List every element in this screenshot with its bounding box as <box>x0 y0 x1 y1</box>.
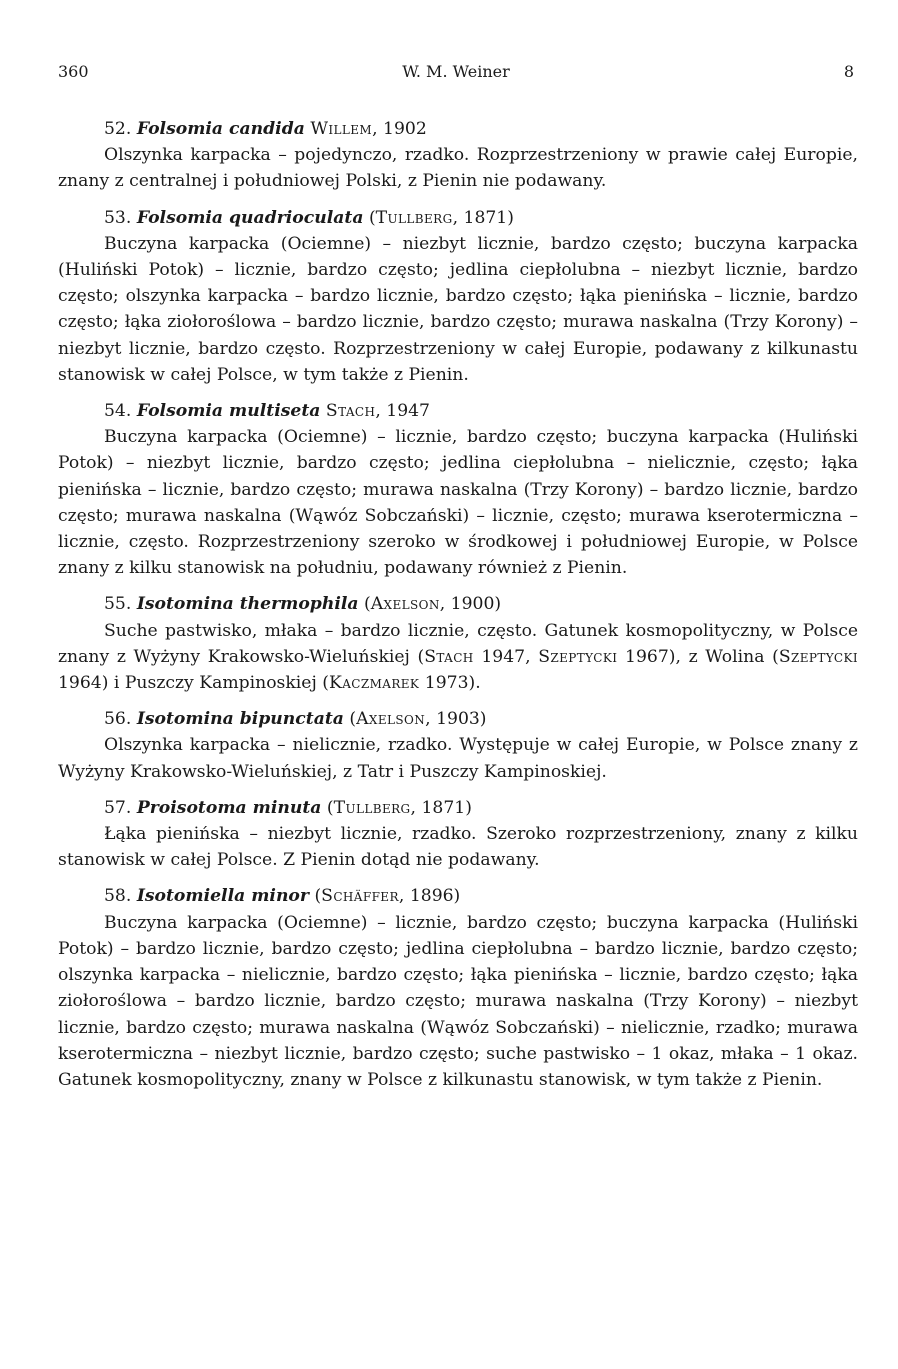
species-author: Axelson <box>356 709 426 730</box>
open-paren: ( <box>368 207 376 228</box>
species-entry-53 <box>58 205 858 388</box>
entry-number: 55. <box>104 594 132 615</box>
species-name: Isotomiella minor <box>136 886 309 907</box>
entry-text: Olszynka karpacka – nielicznie, rzadko. Występuje w całej Europie, w Polsce znany z Wyżyny Krakowsko-Wieluńskiej, z Tatr i Puszczy Kampinoskiej. <box>58 735 858 782</box>
text-part: 1964) i Puszczy Kampinoskiej ( <box>58 673 329 694</box>
entry-heading <box>58 591 858 617</box>
entry-text: Buczyna karpacka (Ociemne) – licznie, bardzo często; buczyna karpacka (Huliński Potok) – bardzo licznie, bardzo często; jedlina ciepłolubna – bardzo licznie, bardzo często; olszynka karpacka – nielicznie, bardzo często; łąka pienińska – licznie, bardzo często; łąka ziołoroślowa – bardzo licznie, bardzo często; murawa naskalna (Trzy Korony) – niezbyt licznie, bardzo często; murawa naskalna (Wąwóz Sobczański) – nielicznie, rzadko; murawa kserotermiczna – niezbyt licznie, bardzo często; suche pastwisko – 1 okaz, młaka – 1 okaz. Gatunek kosmopolityczny, znany w Polsce z kilkunastu stanowisk, w tym także z Pienin. <box>58 912 858 1090</box>
species-author: Stach <box>325 401 376 422</box>
page-number: 360 <box>58 62 89 81</box>
entry-heading <box>58 205 858 231</box>
species-name: Folsomia multiseta <box>136 401 321 422</box>
species-entry-52 <box>58 116 858 195</box>
cited-author: Szeptycki <box>778 646 858 667</box>
species-year: , 1900) <box>439 594 502 615</box>
entry-heading <box>58 795 858 821</box>
cited-author: Szeptycki <box>538 646 618 667</box>
species-author: Willem <box>310 119 373 139</box>
entry-number: 53. <box>104 207 132 228</box>
species-name: Folsomia candida <box>136 119 305 139</box>
entry-number: 54. <box>104 401 132 422</box>
open-paren: ( <box>314 886 322 907</box>
species-name: Folsomia quadrioculata <box>136 207 364 228</box>
species-entry-57 <box>58 795 858 874</box>
species-author: Schäffer <box>321 886 399 907</box>
species-year: , 1902 <box>372 119 427 139</box>
entry-heading <box>58 116 858 142</box>
species-entry-55 <box>58 591 858 696</box>
entry-text <box>58 618 858 697</box>
species-year: , 1896) <box>398 886 461 907</box>
open-paren: ( <box>349 709 357 730</box>
species-entry-56 <box>58 706 858 785</box>
cited-author: Stach <box>424 646 474 667</box>
entry-text: Buczyna karpacka (Ociemne) – licznie, bardzo często; buczyna karpacka (Huliński Potok) – niezbyt licznie, bardzo często; jedlina ciepłolubna – nielicznie, często; łąka pienińska – licznie, bardzo często; murawa naskalna (Trzy Korony) – bardzo licznie, bardzo często; murawa naskalna (Wąwóz Sobczański) – licznie, często; murawa kserotermiczna – licznie, często. Rozprzestrzeniony szeroko w środkowej i południowej Europie, w Polsce znany z kilku stanowisk na południu, podawany również z Pienin. <box>58 427 858 579</box>
species-author: Axelson <box>370 594 440 615</box>
species-author: Tullberg <box>375 207 453 228</box>
entry-text: Buczyna karpacka (Ociemne) – niezbyt licznie, bardzo często; buczyna karpacka (Huliński Potok) – licznie, bardzo często; jedlina ciepłolubna – niezbyt licznie, bardzo często; olszynka karpacka – bardzo licznie, bardzo często; łąka pienińska – licznie, bardzo często; łąka ziołoroślowa – bardzo licznie, bardzo często; murawa naskalna (Trzy Korony) – niezbyt licznie, bardzo często. Rozprzestrzeniony w całej Europie, podawany z kilkunastu stanowisk w całej Polsce, w tym także z Pienin. <box>58 233 858 385</box>
issue-number: 8 <box>843 62 854 81</box>
entry-text: Olszynka karpacka – pojedynczo, rzadko. Rozprzestrzeniony w prawie całej Europie, znany z centralnej i południowej Polski, z Pienin nie podawany. <box>58 145 858 192</box>
entry-number: 58. <box>104 886 132 907</box>
text-part: 1947, <box>473 646 539 667</box>
species-entry-58 <box>58 883 858 1093</box>
entry-text: Łąka pienińska – niezbyt licznie, rzadko. Szeroko rozprzestrzeniony, znany z kilku stanowisk w całej Polsce. Z Pienin dotąd nie podawany. <box>58 824 858 871</box>
species-name: Isotomina thermophila <box>136 594 359 615</box>
entry-number: 52. <box>104 119 132 139</box>
text-part: 1973). <box>419 673 481 694</box>
species-year: , 1947 <box>375 401 430 422</box>
entry-heading <box>58 398 858 424</box>
species-name: Isotomina bipunctata <box>136 709 344 730</box>
species-year: , 1903) <box>425 709 487 730</box>
open-paren: ( <box>363 594 371 615</box>
species-name: Proisotoma minuta <box>136 797 322 818</box>
article-body <box>58 116 858 1103</box>
species-author: Tullberg <box>333 797 411 818</box>
entry-number: 57. <box>104 797 132 818</box>
text-part: Suche pastwisko, młaka – bardzo licznie, często. Gatunek kosmopolityczny, w Polsce znany z Wyżyny Krakowsko-Wieluńskiej ( <box>58 620 858 667</box>
open-paren: ( <box>326 797 334 818</box>
entry-heading <box>58 883 858 909</box>
entry-number: 56. <box>104 709 132 730</box>
running-head-author: W. M. Weiner <box>402 62 510 81</box>
entry-heading <box>58 706 858 732</box>
text-part: 1967), z Wolina ( <box>617 646 779 667</box>
species-year: , 1871) <box>410 797 472 818</box>
species-year: , 1871) <box>452 207 514 228</box>
running-head <box>58 62 854 90</box>
species-entry-54 <box>58 398 858 581</box>
cited-author: Kaczmarek <box>328 673 420 694</box>
